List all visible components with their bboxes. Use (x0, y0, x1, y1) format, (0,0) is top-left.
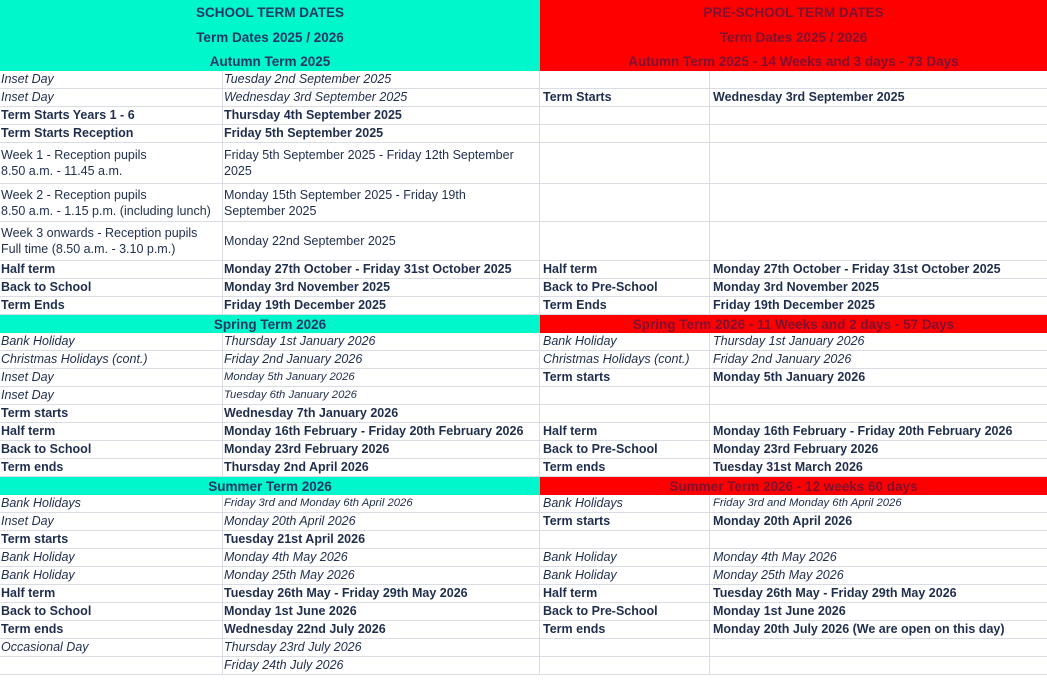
preschool-event-date: Monday 23rd February 2026 (710, 441, 1047, 459)
header-title-row (0, 0, 1047, 24)
preschool-event-label: Bank Holiday (540, 333, 710, 351)
preschool-event-label: Back to Pre-School (540, 279, 710, 297)
preschool-event-label: Term starts (540, 513, 710, 531)
event-date: Monday 4th May 2026 (223, 549, 540, 567)
preschool-event-date (710, 405, 1047, 423)
table-row (0, 459, 1047, 477)
preschool-event-date: Monday 5th January 2026 (710, 369, 1047, 387)
preschool-event-label (540, 531, 710, 549)
preschool-event-label: Term ends (540, 459, 710, 477)
event-label: Occasional Day (0, 639, 223, 657)
preschool-event-date: Monday 20th April 2026 (710, 513, 1047, 531)
event-date: Monday 25th May 2026 (223, 567, 540, 585)
event-date: Wednesday 3rd September 2025 (223, 89, 540, 107)
event-date: Friday 19th December 2025 (223, 297, 540, 315)
header-year-row (0, 24, 1047, 51)
event-date: Tuesday 2nd September 2025 (223, 71, 540, 89)
preschool-event-date: Friday 2nd January 2026 (710, 351, 1047, 369)
preschool-event-date: Friday 3rd and Monday 6th April 2026 (710, 495, 1047, 513)
event-date: Friday 2nd January 2026 (223, 351, 540, 369)
event-label: Term starts (0, 531, 223, 549)
event-date: Tuesday 21st April 2026 (223, 531, 540, 549)
table-row (0, 125, 1047, 143)
event-date: Monday 20th April 2026 (223, 513, 540, 531)
table-row (0, 495, 1047, 513)
event-label: Inset Day (0, 369, 223, 387)
summer-school-title: Summer Term 2026 (0, 477, 540, 495)
table-row (0, 513, 1047, 531)
table-row (0, 405, 1047, 423)
preschool-event-label: Back to Pre-School (540, 441, 710, 459)
preschool-event-date (710, 222, 1047, 261)
preschool-event-label (540, 71, 710, 89)
preschool-term-dates-title: PRE-SCHOOL TERM DATES (540, 0, 1047, 24)
preschool-event-label (540, 657, 710, 675)
event-date: Monday 23rd February 2026 (223, 441, 540, 459)
table-row (0, 351, 1047, 369)
preschool-event-date (710, 125, 1047, 143)
table-row (0, 71, 1047, 89)
event-label: Bank Holiday (0, 549, 223, 567)
event-label: Half term (0, 261, 223, 279)
event-label: Term Starts Reception (0, 125, 223, 143)
preschool-event-date (710, 531, 1047, 549)
table-row (0, 333, 1047, 351)
event-label: Back to School (0, 603, 223, 621)
event-label: Back to School (0, 441, 223, 459)
event-date: Monday 16th February - Friday 20th February 2026 (223, 423, 540, 441)
event-date: Thursday 4th September 2025 (223, 107, 540, 125)
event-label-line: Week 3 onwards - Reception pupils (1, 226, 198, 240)
preschool-event-date: Tuesday 26th May - Friday 29th May 2026 (710, 585, 1047, 603)
table-row (0, 657, 1047, 675)
preschool-event-date: Monday 20th July 2026 (We are open on this day) (710, 621, 1047, 639)
preschool-event-date: Friday 19th December 2025 (710, 297, 1047, 315)
event-label: Term Starts Years 1 - 6 (0, 107, 223, 125)
event-label: Bank Holidays (0, 495, 223, 513)
event-label: Term ends (0, 621, 223, 639)
event-label: Bank Holiday (0, 567, 223, 585)
preschool-event-label: Term Starts (540, 89, 710, 107)
event-label: Half term (0, 423, 223, 441)
table-row (0, 621, 1047, 639)
spring-school-title: Spring Term 2026 (0, 315, 540, 333)
table-row (0, 297, 1047, 315)
event-date: Friday 24th July 2026 (223, 657, 540, 675)
autumn-header-row (0, 51, 1047, 71)
event-date (223, 143, 540, 184)
preschool-event-date: Monday 4th May 2026 (710, 549, 1047, 567)
preschool-event-date: Monday 16th February - Friday 20th February 2026 (710, 423, 1047, 441)
event-label: Term ends (0, 459, 223, 477)
table-row (0, 423, 1047, 441)
preschool-event-label: Bank Holidays (540, 495, 710, 513)
preschool-event-date (710, 71, 1047, 89)
autumn-preschool-title: Autumn Term 2025 - 14 Weeks and 3 days - 73 Days (540, 51, 1047, 71)
event-label: Term starts (0, 405, 223, 423)
event-label: Inset Day (0, 71, 223, 89)
event-date: Thursday 23rd July 2026 (223, 639, 540, 657)
preschool-event-date (710, 657, 1047, 675)
event-date: Monday 1st June 2026 (223, 603, 540, 621)
event-label-line: 8.50 a.m. - 11.45 a.m. (1, 164, 123, 178)
preschool-event-label: Christmas Holidays (cont.) (540, 351, 710, 369)
event-label: Back to School (0, 279, 223, 297)
preschool-event-date: Thursday 1st January 2026 (710, 333, 1047, 351)
event-date: Wednesday 22nd July 2026 (223, 621, 540, 639)
preschool-event-label (540, 639, 710, 657)
preschool-event-date: Wednesday 3rd September 2025 (710, 89, 1047, 107)
table-row (0, 567, 1047, 585)
event-date: Monday 27th October - Friday 31st October 2025 (223, 261, 540, 279)
table-row (0, 143, 1047, 184)
event-label-line: 8.50 a.m. - 1.15 p.m. (including lunch) (1, 203, 211, 218)
preschool-event-label (540, 143, 710, 184)
table-row (0, 585, 1047, 603)
table-row (0, 89, 1047, 107)
preschool-event-label: Term Ends (540, 297, 710, 315)
preschool-event-label: Bank Holiday (540, 567, 710, 585)
school-year-title: Term Dates 2025 / 2026 (0, 24, 540, 51)
preschool-event-date: Monday 1st June 2026 (710, 603, 1047, 621)
table-row (0, 441, 1047, 459)
event-label: Inset Day (0, 387, 223, 405)
table-row (0, 184, 1047, 222)
school-term-dates-title: SCHOOL TERM DATES (0, 0, 540, 24)
preschool-event-label (540, 222, 710, 261)
table-row (0, 261, 1047, 279)
table-row (0, 549, 1047, 567)
preschool-event-date (710, 143, 1047, 184)
table-row (0, 387, 1047, 405)
event-label: Christmas Holidays (cont.) (0, 351, 223, 369)
table-row (0, 222, 1047, 261)
event-date-line: Monday 22nd September 2025 (224, 234, 396, 248)
preschool-event-label (540, 184, 710, 222)
preschool-event-label: Half term (540, 585, 710, 603)
event-date: Tuesday 6th January 2026 (223, 387, 540, 405)
event-label: Half term (0, 585, 223, 603)
event-date: Friday 5th September 2025 (223, 125, 540, 143)
preschool-event-label: Term starts (540, 369, 710, 387)
event-date (223, 184, 540, 222)
event-date: Thursday 2nd April 2026 (223, 459, 540, 477)
preschool-event-date (710, 107, 1047, 125)
event-label: Bank Holiday (0, 333, 223, 351)
table-row (0, 279, 1047, 297)
preschool-event-date: Tuesday 31st March 2026 (710, 459, 1047, 477)
preschool-event-label: Back to Pre-School (540, 603, 710, 621)
spring-preschool-title: Spring Term 2026 - 11 Weeks and 2 days - 57 Days (540, 315, 1047, 333)
event-date: Monday 3rd November 2025 (223, 279, 540, 297)
preschool-year-title: Term Dates 2025 / 2026 (540, 24, 1047, 51)
preschool-event-label: Half term (540, 423, 710, 441)
table-row (0, 369, 1047, 387)
event-label: Inset Day (0, 89, 223, 107)
event-date-line: September 2025 (224, 203, 317, 218)
summer-header-row (0, 477, 1047, 495)
event-date: Friday 3rd and Monday 6th April 2026 (223, 495, 540, 513)
event-label-line: Week 1 - Reception pupils (1, 148, 147, 162)
event-label: Inset Day (0, 513, 223, 531)
preschool-event-label (540, 387, 710, 405)
preschool-event-label: Bank Holiday (540, 549, 710, 567)
event-label (0, 222, 223, 261)
preschool-event-label (540, 405, 710, 423)
event-date-line: Monday 15th September 2025 - Friday 19th (224, 187, 466, 202)
preschool-event-label: Half term (540, 261, 710, 279)
table-row (0, 531, 1047, 549)
preschool-event-date: Monday 25th May 2026 (710, 567, 1047, 585)
preschool-event-label: Term ends (540, 621, 710, 639)
table-row (0, 107, 1047, 125)
event-label (0, 184, 223, 222)
preschool-event-date (710, 184, 1047, 222)
preschool-event-label (540, 125, 710, 143)
event-date: Tuesday 26th May - Friday 29th May 2026 (223, 585, 540, 603)
event-date-line: Friday 5th September 2025 - Friday 12th September (224, 148, 514, 162)
event-label-line: Week 2 - Reception pupils (1, 187, 147, 202)
event-date: Wednesday 7th January 2026 (223, 405, 540, 423)
event-label (0, 143, 223, 184)
preschool-event-label (540, 107, 710, 125)
table-row (0, 639, 1047, 657)
summer-preschool-title: Summer Term 2026 - 12 weeks 60 days (540, 477, 1047, 495)
preschool-event-date: Monday 3rd November 2025 (710, 279, 1047, 297)
event-date (223, 222, 540, 261)
event-label (0, 657, 223, 675)
preschool-event-date: Monday 27th October - Friday 31st October 2025 (710, 261, 1047, 279)
event-label: Term Ends (0, 297, 223, 315)
table-row (0, 603, 1047, 621)
autumn-school-title: Autumn Term 2025 (0, 51, 540, 71)
preschool-event-date (710, 387, 1047, 405)
spring-header-row (0, 315, 1047, 333)
event-date: Thursday 1st January 2026 (223, 333, 540, 351)
event-date: Monday 5th January 2026 (223, 369, 540, 387)
event-label-line: Full time (8.50 a.m. - 3.10 p.m.) (1, 242, 176, 256)
event-date-line: 2025 (224, 164, 252, 178)
preschool-event-date (710, 639, 1047, 657)
